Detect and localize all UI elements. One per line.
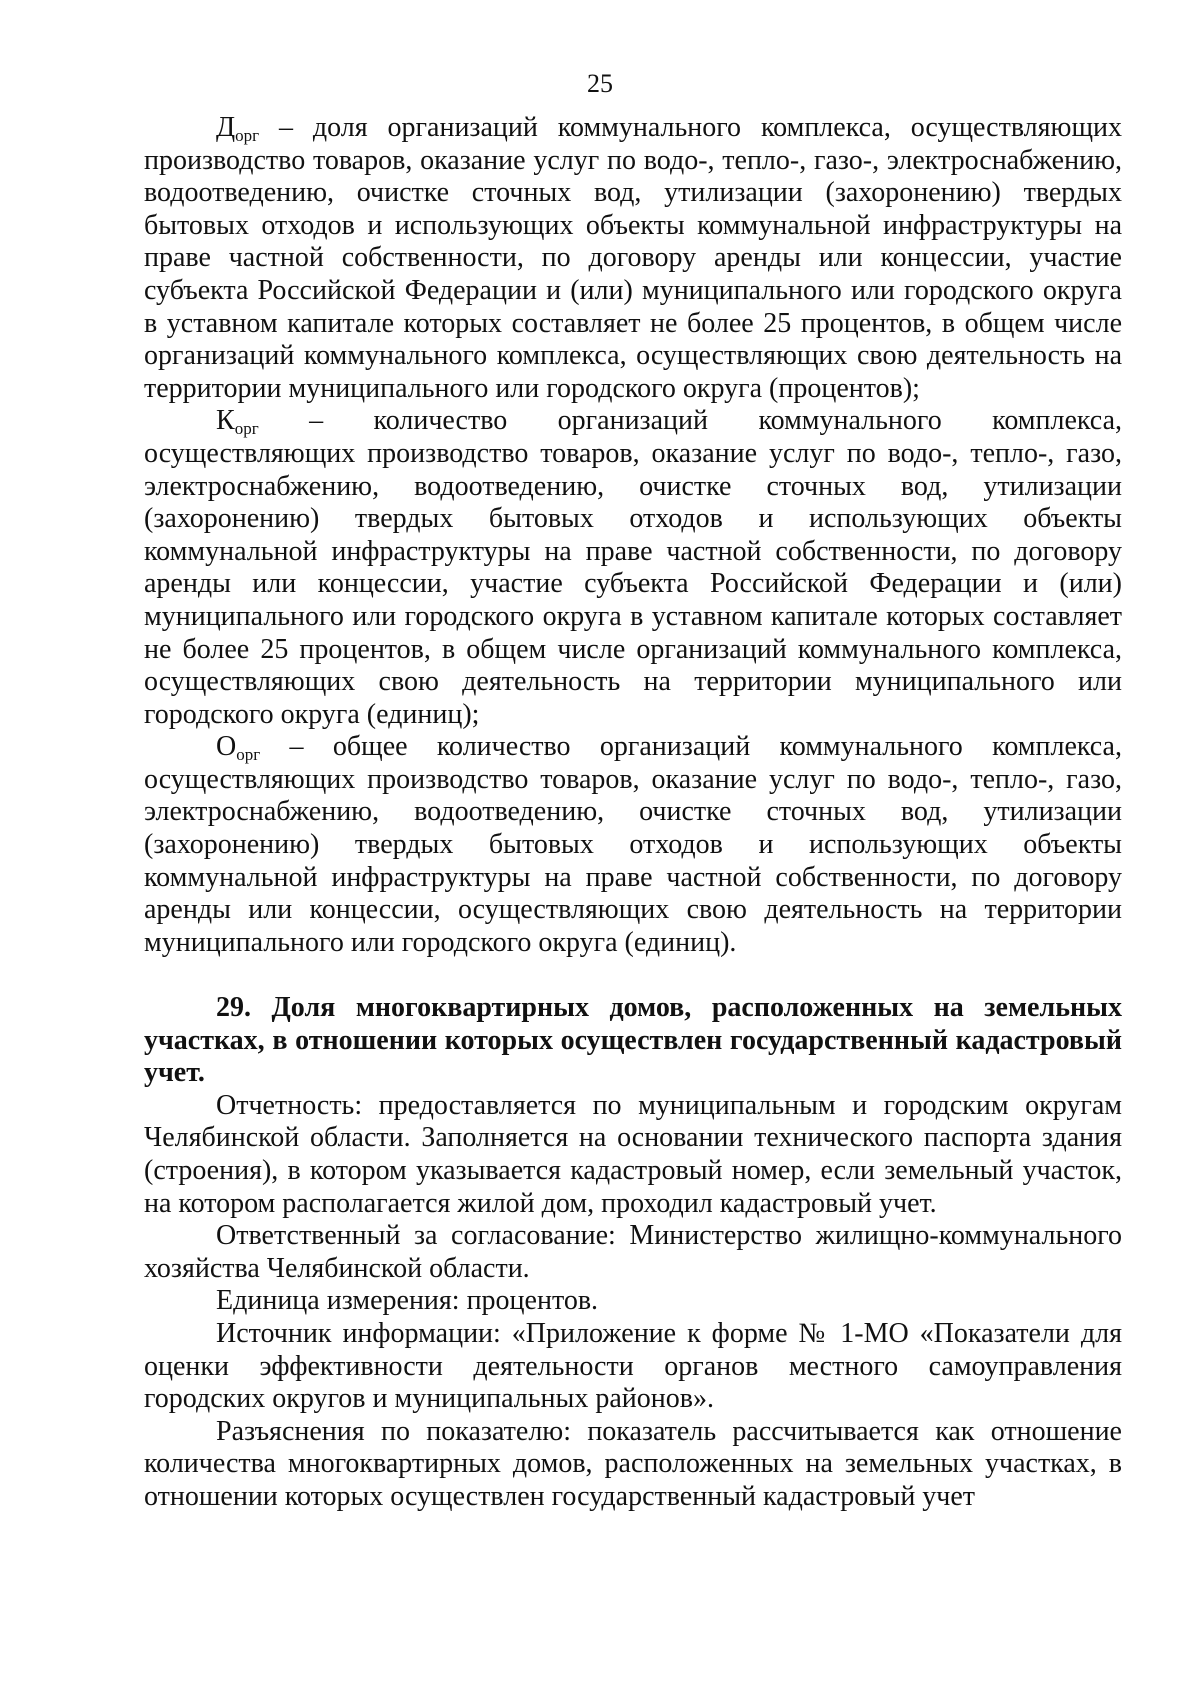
paragraph-source: Источник информации: «Приложение к форме № 1-МО «Показатели для оценки эффективности деятельности органов местного самоуправления городских округов и муниципальных районов». [144, 1317, 1122, 1415]
formula-symbol: $Д_{орг}$ [216, 112, 260, 145]
definition-text: – количество организаций коммунального комплекса, осуществляющих производство товаров, оказание услуг по водо-, тепло-, газо, электроснабжению, водоотведению, очистке сточных вод, утилизации (захоронению) твердых бытовых отходов и использующих объекты коммунальной инфраструктуры на праве частной собственности, по договору аренды или концессии, участие субъекта Российской Федерации и (или) муниципального или городского округа в уставном капитале которых составляет не более 25 процентов, в общем числе организаций коммунального комплекса, осуществляющих свою деятельность на территории муниципального или городского округа (единиц); [144, 405, 1122, 730]
definition-text: – доля организаций коммунального комплекса, осуществляющих производство товаров, оказание услуг по водо-, тепло-, газо-, электроснабжению, водоотведению, очистке сточных вод, утилизации (захоронению) твердых бытовых отходов и использующих объекты коммунальной инфраструктуры на праве частной собственности, по договору аренды или концессии, участие субъекта Российской Федерации и (или) муниципального или городского округа в уставном капитале которых составляет не более 25 процентов, в общем числе организаций коммунального комплекса, осуществляющих свою деятельность на территории муниципального или городского округа (процентов); [144, 112, 1122, 404]
formula-symbol: $К_{орг}$ [216, 405, 259, 439]
definition-d-org [144, 112, 1122, 405]
paragraph-reporting: Отчетность: предоставляется по муниципальным и городским округам Челябинской области. Заполняется на основании технического паспорта здания (строения), в котором указывается кадастровый номер, если земельный участок, на котором располагается жилой дом, проходил кадастровый учет. [144, 1089, 1122, 1219]
page-number: 25 [587, 69, 613, 98]
paragraph-unit: Единица измерения: процентов. [216, 1285, 599, 1317]
section-heading: 29. Доля многоквартирных домов, расположенных на земельных участках, в отношении которых осуществлен государственный кадастровый учет. [144, 992, 1122, 1089]
formula-symbol: $О_{орг}$ [216, 731, 261, 765]
paragraph-explanation: Разъяснения по показателю: показатель рассчитывается как отношение количества многоквартирных домов, расположенных на земельных участках, в отношении которых осуществлен государственный кадастровый учет [144, 1415, 1122, 1512]
definition-k-org [144, 405, 1122, 731]
paragraph-responsible: Ответственный за согласование: Министерство жилищно-коммунального хозяйства Челябинской области. [144, 1220, 1122, 1284]
definition-text: – общее количество организаций коммунального комплекса, осуществляющих производство товаров, оказание услуг по водо-, тепло-, газо, электроснабжению, водоотведению, очистке сточных вод, утилизации (захоронению) твердых бытовых отходов и использующих объекты коммунальной инфраструктуры на праве частной собственности, по договору аренды или концессии, осуществляющих свою деятельность на территории муниципального или городского округа (единиц). [144, 731, 1122, 958]
definition-o-org [144, 731, 1122, 959]
document-body [144, 112, 1122, 1514]
